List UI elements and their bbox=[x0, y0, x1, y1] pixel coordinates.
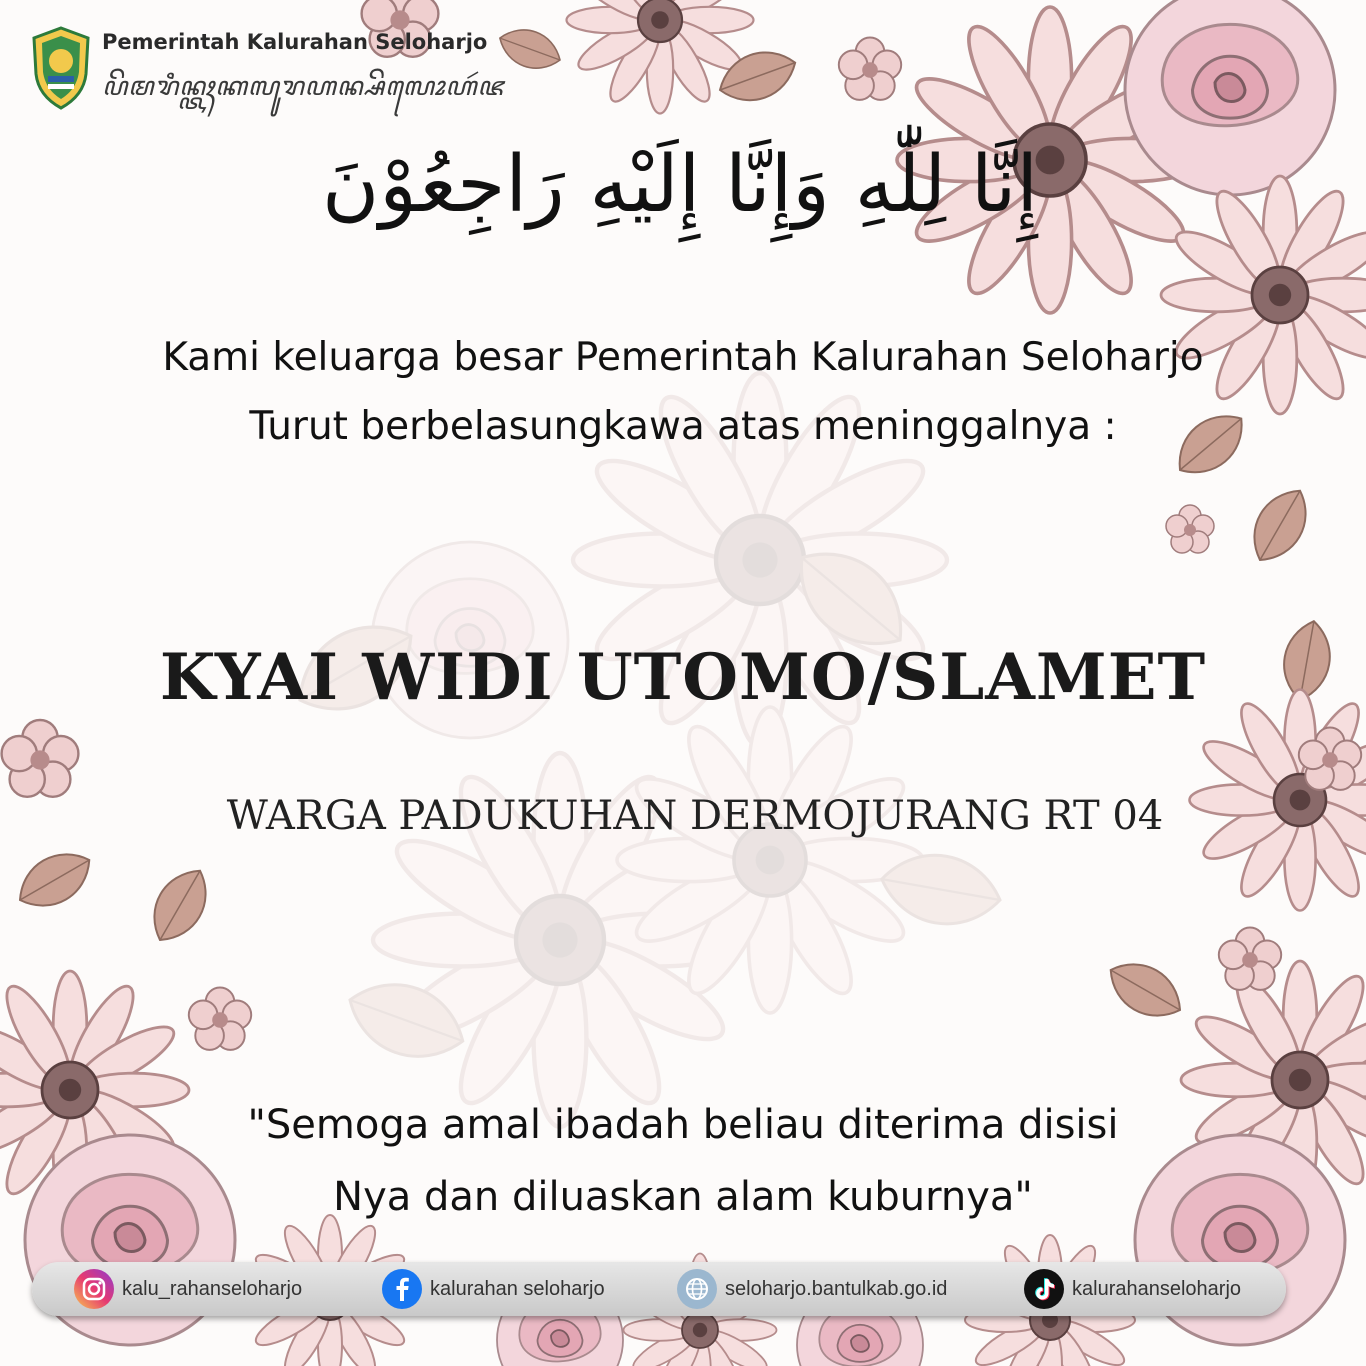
seloharjo-emblem-icon bbox=[30, 26, 92, 110]
facebook-link[interactable] bbox=[382, 1268, 605, 1310]
prayer-line-2: Nya dan diluaskan alam kuburnya" bbox=[333, 1174, 1033, 1220]
deceased-name: KYAI WIDI UTOMO/SLAMET bbox=[159, 640, 1207, 715]
instagram-handle: kalu_rahanseloharjo bbox=[122, 1277, 303, 1300]
globe-icon bbox=[677, 1269, 717, 1309]
deceased-description: WARGA PADUKUHAN DERMOJURANG RT 04 bbox=[226, 793, 1164, 839]
website-url: seloharjo.bantulkab.go.id bbox=[725, 1277, 948, 1300]
facebook-icon bbox=[382, 1269, 422, 1309]
tiktok-icon bbox=[1024, 1269, 1064, 1309]
social-media-bar bbox=[32, 1262, 1286, 1316]
website-link[interactable] bbox=[677, 1268, 947, 1310]
tiktok-handle: kalurahanseloharjo bbox=[1072, 1277, 1242, 1300]
arabic-calligraphy: إِنَّا لِلّٰهِ وَإِنَّا إِلَيْهِ رَاجِعُوْنَ bbox=[321, 140, 1039, 230]
instagram-icon bbox=[74, 1269, 114, 1309]
message-line-2: Turut berbelasungkawa atas meninggalnya : bbox=[249, 404, 1117, 449]
message-line-1: Kami keluarga besar Pemerintah Kalurahan Seloharjo bbox=[162, 335, 1204, 380]
prayer-line-1: "Semoga amal ibadah beliau diterima disisi bbox=[247, 1102, 1119, 1148]
instagram-link[interactable] bbox=[74, 1268, 302, 1310]
facebook-handle: kalurahan seloharjo bbox=[430, 1277, 605, 1300]
tiktok-link[interactable] bbox=[1024, 1268, 1241, 1310]
javanese-script-title: ꦥꦼꦩꦫꦶꦤ꧀ꦠꦃꦏꦭꦸꦫꦲꦤ꧀ꦱꦼꦭꦺꦴꦲꦂꦗ bbox=[102, 72, 505, 102]
organization-title: Pemerintah Kalurahan Seloharjo bbox=[102, 30, 488, 54]
